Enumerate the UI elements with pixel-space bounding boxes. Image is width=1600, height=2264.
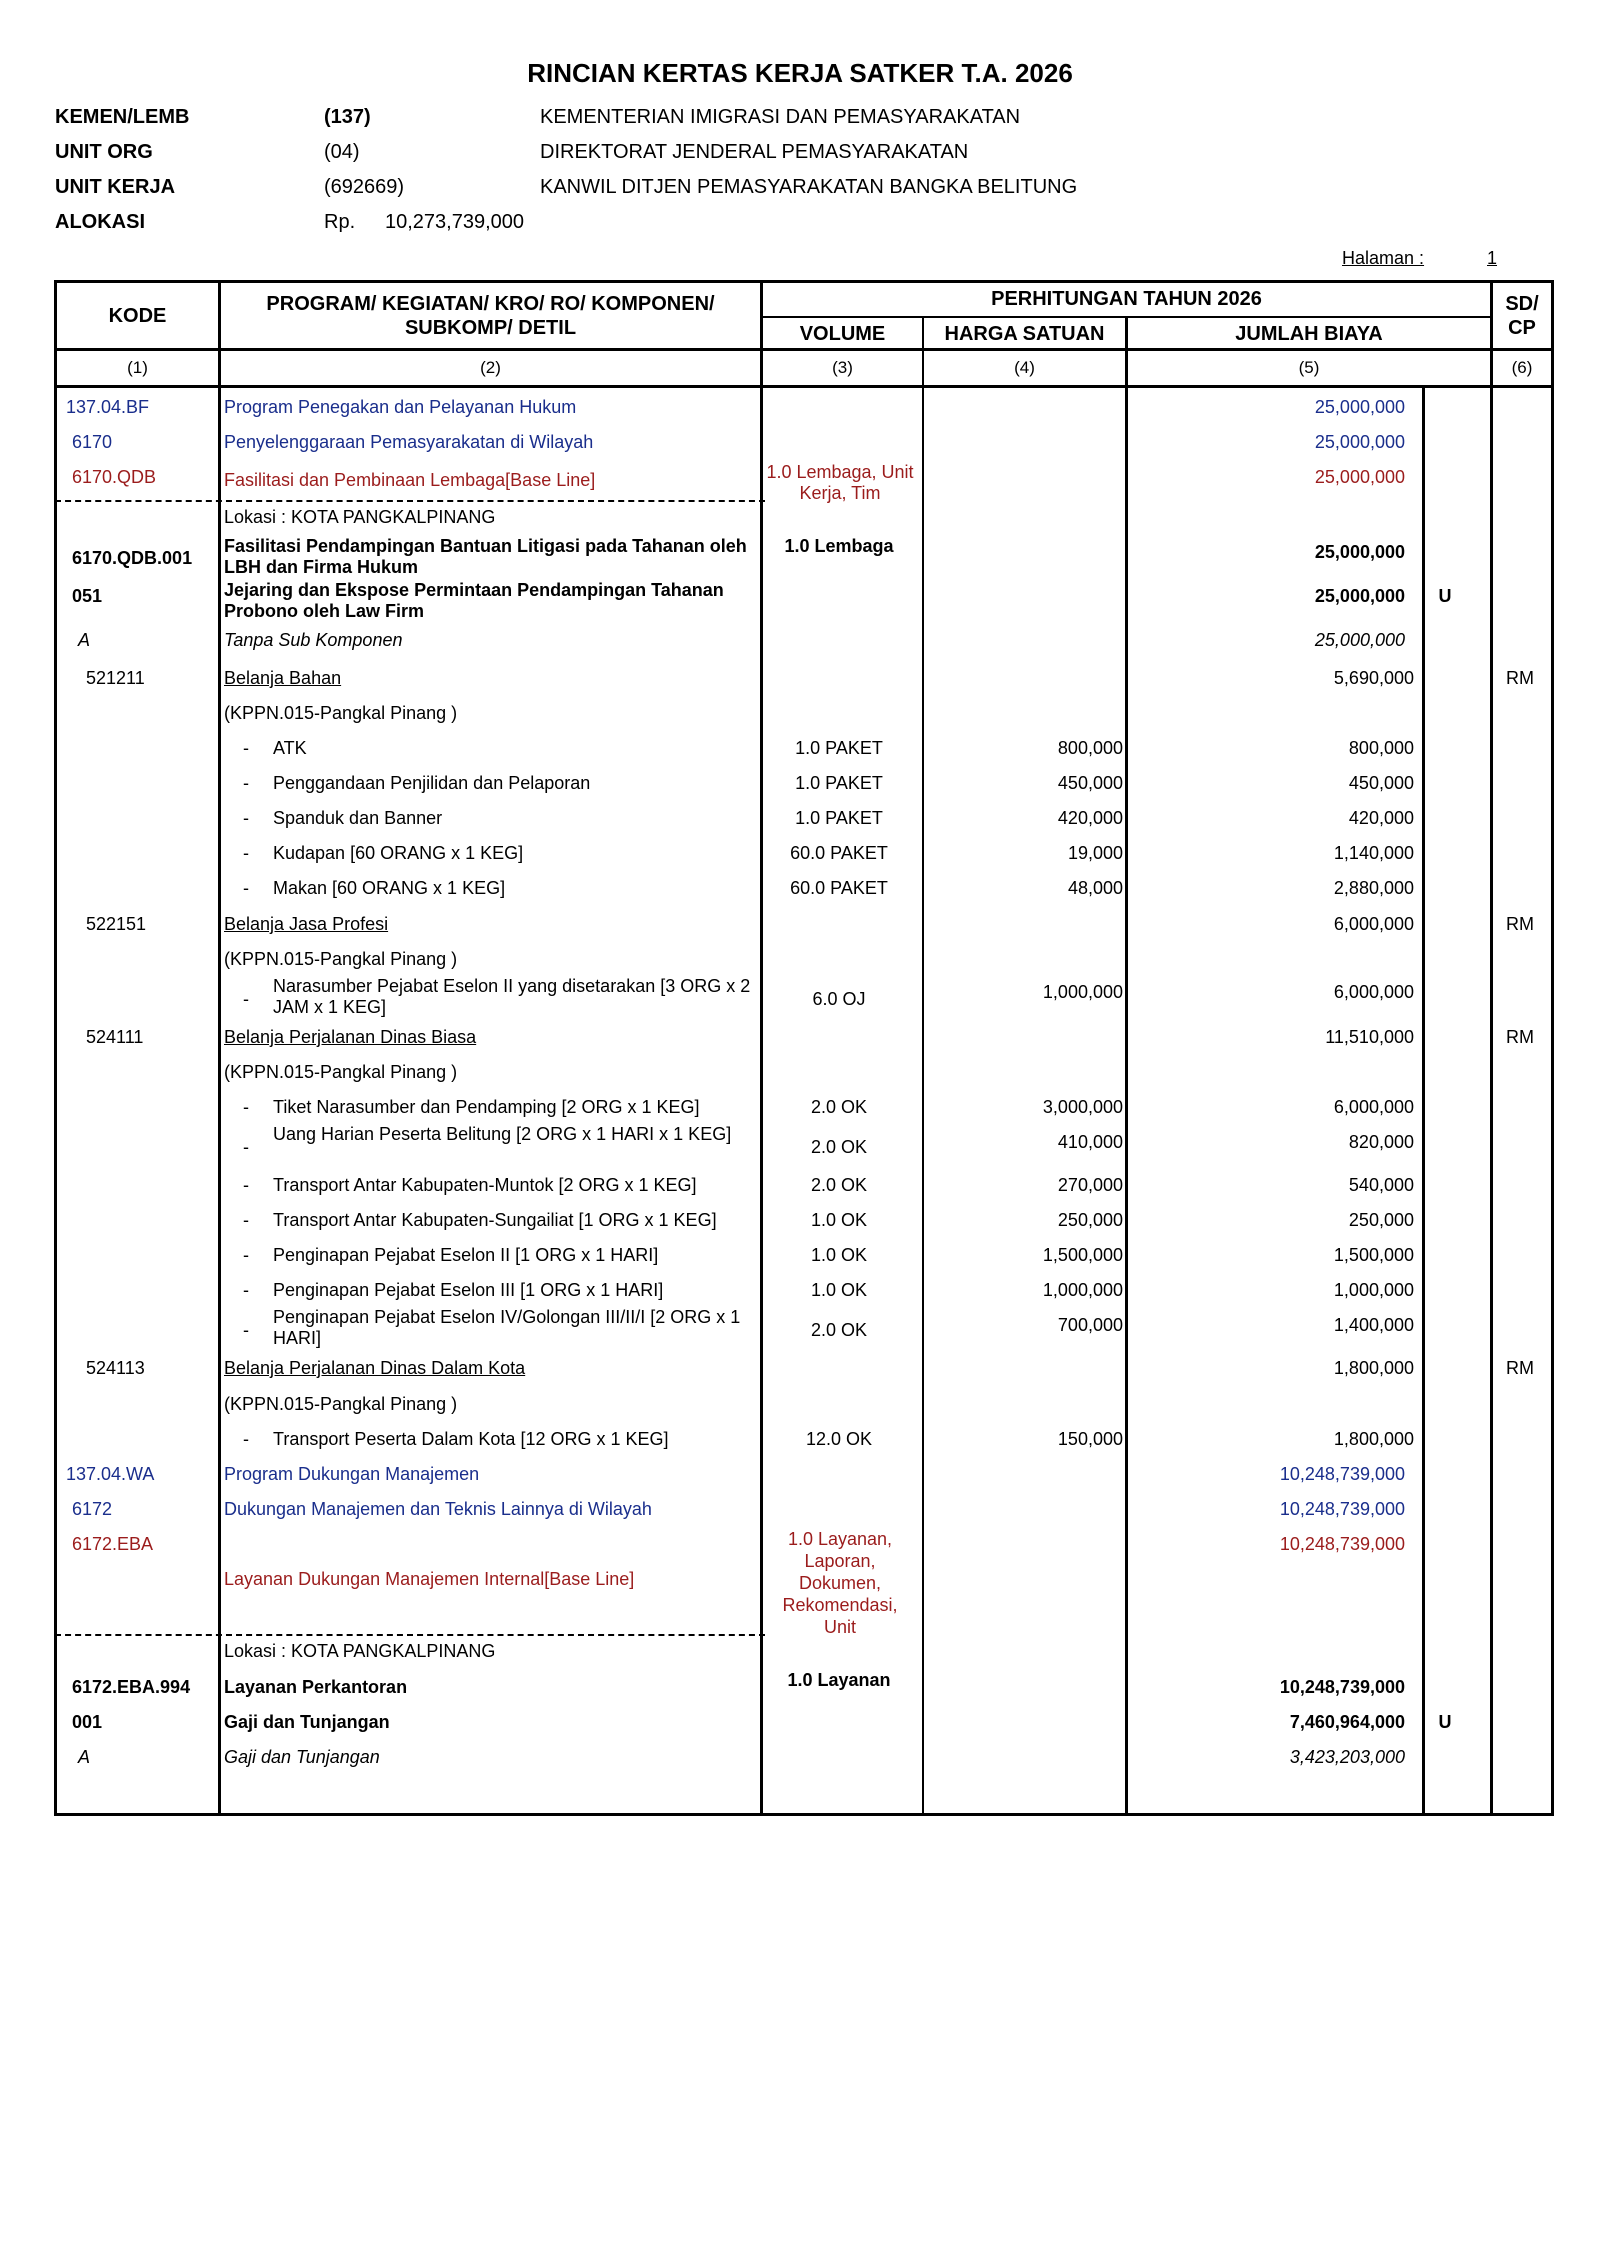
page-title: RINCIAN KERTAS KERJA SATKER T.A. 2026 [527, 58, 1073, 88]
row-jumlah: 1,500,000 [1333, 1245, 1414, 1265]
row-harga: 1,000,000 [1042, 1280, 1123, 1300]
row-uraian: (KPPN.015-Pangkal Pinang ) [224, 1394, 458, 1414]
row-dash: - [243, 1280, 249, 1300]
row-dash: - [243, 1137, 249, 1157]
row-cp: RM [1506, 1027, 1534, 1047]
row-dash: - [243, 989, 249, 1009]
col-perhitungan-header: PERHITUNGAN TAHUN 2026 [991, 288, 1262, 310]
row-dash: - [243, 808, 249, 828]
row-harga: 450,000 [1057, 773, 1123, 793]
row-dash: - [243, 1210, 249, 1230]
row-kode: 6170 [72, 432, 113, 452]
col-kode-header: KODE [108, 305, 167, 327]
row-uraian: Makan [60 ORANG x 1 KEG] [273, 878, 506, 898]
unit-org-name: DIREKTORAT JENDERAL PEMASYARAKATAN [540, 141, 969, 163]
row-cp: RM [1506, 914, 1534, 934]
row-kode: 524111 [86, 1027, 144, 1047]
row-volume: 1.0 Layanan, Laporan, Dokumen, Rekomendasi, Unit [782, 1529, 898, 1637]
row-kode: 6170.QDB [72, 467, 157, 487]
row-volume: 12.0 OK [805, 1429, 873, 1449]
col-number-5: (5) [1298, 358, 1320, 377]
row-uraian: Lokasi : KOTA PANGKALPINANG [224, 507, 496, 527]
row-jumlah: 1,800,000 [1333, 1429, 1414, 1449]
col-volume-header: VOLUME [799, 323, 886, 345]
row-jumlah: 10,248,739,000 [1279, 1534, 1405, 1554]
row-jumlah: 7,460,964,000 [1289, 1712, 1405, 1732]
row-jumlah: 1,000,000 [1333, 1280, 1414, 1300]
row-volume: 6.0 OJ [812, 989, 866, 1009]
row-harga: 19,000 [1067, 843, 1123, 863]
row-jumlah: 25,000,000 [1314, 432, 1405, 452]
row-jumlah: 10,248,739,000 [1279, 1499, 1405, 1519]
row-uraian: Penginapan Pejabat Eselon II [1 ORG x 1 HARI] [273, 1245, 659, 1265]
kemen-name: KEMENTERIAN IMIGRASI DAN PEMASYARAKATAN [540, 106, 1021, 128]
row-volume: 60.0 PAKET [790, 843, 888, 863]
row-jumlah: 450,000 [1348, 773, 1414, 793]
row-kode: 051 [72, 586, 103, 606]
col-number-2: (2) [480, 358, 501, 377]
row-kode: 137.04.BF [66, 397, 150, 417]
row-uraian: Penginapan Pejabat Eselon III [1 ORG x 1 HARI] [273, 1280, 664, 1300]
col-number-3: (3) [832, 358, 853, 377]
row-uraian: Program Penegakan dan Pelayanan Hukum [224, 397, 577, 417]
row-kode: 6172 [72, 1499, 113, 1519]
row-uraian: Belanja Perjalanan Dinas Biasa [224, 1027, 477, 1047]
row-jumlah: 11,510,000 [1325, 1027, 1414, 1047]
row-uraian: Penggandaan Penjilidan dan Pelaporan [273, 773, 591, 793]
row-dash: - [243, 1175, 249, 1195]
col-program-header: PROGRAM/ KEGIATAN/ KRO/ RO/ KOMPONEN/ SUBKOMP/ DETIL [266, 293, 715, 339]
row-dash: - [243, 738, 249, 758]
row-uraian: Belanja Bahan [224, 668, 342, 688]
row-uraian: (KPPN.015-Pangkal Pinang ) [224, 703, 458, 723]
row-uraian: Fasilitasi Pendampingan Bantuan Litigasi pada Tahanan oleh LBH dan Firma Hukum [224, 536, 747, 577]
row-volume: 1.0 Lembaga [784, 536, 894, 556]
row-jumlah: 820,000 [1348, 1132, 1414, 1152]
row-jumlah: 6,000,000 [1333, 1097, 1414, 1117]
row-sd: U [1438, 586, 1452, 606]
row-kode: 6172.EBA [72, 1534, 154, 1554]
row-volume: 1.0 Lembaga, Unit Kerja, Tim [766, 462, 914, 503]
row-kode: 522151 [86, 914, 147, 934]
row-harga: 1,500,000 [1042, 1245, 1123, 1265]
row-harga: 48,000 [1067, 878, 1123, 898]
row-cp: RM [1506, 1358, 1534, 1378]
row-harga: 250,000 [1057, 1210, 1123, 1230]
row-jumlah: 1,400,000 [1333, 1315, 1414, 1335]
row-volume: 1.0 PAKET [795, 773, 883, 793]
row-jumlah: 5,690,000 [1333, 668, 1414, 688]
row-harga: 150,000 [1057, 1429, 1123, 1449]
row-uraian: Layanan Dukungan Manajemen Internal[Base Line] [224, 1569, 635, 1589]
row-uraian: Gaji dan Tunjangan [224, 1747, 380, 1767]
col-sdcp-header: SD/ CP [1505, 293, 1539, 339]
row-volume: 1.0 OK [810, 1210, 868, 1230]
row-jumlah: 250,000 [1348, 1210, 1414, 1230]
row-jumlah: 6,000,000 [1333, 914, 1414, 934]
row-jumlah: 25,000,000 [1314, 630, 1405, 650]
row-sd: U [1438, 1712, 1452, 1732]
row-jumlah: 420,000 [1348, 808, 1414, 828]
row-dash: - [243, 878, 249, 898]
row-jumlah: 1,140,000 [1333, 843, 1414, 863]
row-uraian: Spanduk dan Banner [273, 808, 443, 828]
row-uraian: Layanan Perkantoran [224, 1677, 408, 1697]
row-dash: - [243, 1320, 249, 1340]
dashed-separator [55, 1634, 765, 1636]
row-jumlah: 25,000,000 [1314, 542, 1405, 562]
row-volume: 1.0 OK [810, 1245, 868, 1265]
row-uraian: Jejaring dan Ekspose Permintaan Pendampingan Tahanan Probono oleh Law Firm [224, 580, 724, 621]
row-jumlah: 2,880,000 [1333, 878, 1414, 898]
row-jumlah: 25,000,000 [1314, 586, 1405, 606]
col-number-1: (1) [127, 358, 148, 377]
row-volume: 1.0 PAKET [795, 808, 883, 828]
row-harga: 800,000 [1057, 738, 1123, 758]
row-harga: 410,000 [1057, 1132, 1123, 1152]
kemen-code: (137) [324, 106, 371, 128]
row-cp: RM [1506, 668, 1534, 688]
alokasi-value: 10,273,739,000 [385, 211, 525, 233]
row-uraian: Transport Peserta Dalam Kota [12 ORG x 1 KEG] [273, 1429, 669, 1449]
row-volume: 2.0 OK [810, 1320, 868, 1340]
row-kode: A [78, 630, 91, 650]
row-dash: - [243, 843, 249, 863]
unit-kerja-name: KANWIL DITJEN PEMASYARAKATAN BANGKA BELITUNG [540, 176, 1078, 198]
row-uraian: Lokasi : KOTA PANGKALPINANG [224, 1641, 496, 1661]
row-jumlah: 800,000 [1348, 738, 1414, 758]
row-uraian: Tiket Narasumber dan Pendamping [2 ORG x 1 KEG] [273, 1097, 700, 1117]
row-jumlah: 6,000,000 [1333, 982, 1414, 1002]
row-kode: 521211 [86, 668, 145, 688]
row-uraian: Kudapan [60 ORANG x 1 KEG] [273, 843, 524, 863]
row-volume: 2.0 OK [810, 1175, 868, 1195]
row-uraian: Penyelenggaraan Pemasyarakatan di Wilayah [224, 432, 594, 452]
row-uraian: Belanja Perjalanan Dinas Dalam Kota [224, 1358, 526, 1378]
unit-kerja-label: UNIT KERJA [55, 176, 176, 198]
row-uraian: Transport Antar Kabupaten-Sungailiat [1 ORG x 1 KEG] [273, 1210, 717, 1230]
row-jumlah: 25,000,000 [1314, 467, 1405, 487]
row-dash: - [243, 773, 249, 793]
row-volume: 2.0 OK [810, 1097, 868, 1117]
row-uraian: ATK [273, 738, 307, 758]
row-harga: 1,000,000 [1042, 982, 1123, 1002]
col-jumlah-header: JUMLAH BIAYA [1235, 323, 1383, 345]
row-kode: 524113 [86, 1358, 145, 1378]
row-dash: - [243, 1097, 249, 1117]
row-jumlah: 10,248,739,000 [1279, 1464, 1405, 1484]
unit-kerja-code: (692669) [324, 176, 405, 198]
row-kode: A [78, 1747, 91, 1767]
row-uraian: Uang Harian Peserta Belitung [2 ORG x 1 HARI x 1 KEG] [273, 1124, 732, 1144]
row-jumlah: 3,423,203,000 [1289, 1747, 1405, 1767]
row-volume: 60.0 PAKET [790, 878, 888, 898]
row-uraian: Belanja Jasa Profesi [224, 914, 389, 934]
row-uraian: Tanpa Sub Komponen [224, 630, 403, 650]
row-uraian: Dukungan Manajemen dan Teknis Lainnya di Wilayah [224, 1499, 652, 1519]
col-harga-header: HARGA SATUAN [944, 323, 1105, 345]
row-uraian: Penginapan Pejabat Eselon IV/Golongan III/II/I [2 ORG x 1 HARI] [273, 1307, 741, 1348]
row-uraian: (KPPN.015-Pangkal Pinang ) [224, 1062, 458, 1082]
row-harga: 700,000 [1057, 1315, 1123, 1335]
row-dash: - [243, 1245, 249, 1265]
col-number-4: (4) [1014, 358, 1035, 377]
row-uraian: Narasumber Pejabat Eselon II yang disetarakan [3 ORG x 2 JAM x 1 KEG] [273, 976, 751, 1017]
row-uraian: Fasilitasi dan Pembinaan Lembaga[Base Line] [224, 470, 596, 490]
row-kode: 137.04.WA [66, 1464, 155, 1484]
row-harga: 420,000 [1057, 808, 1123, 828]
halaman-value: 1 [1487, 248, 1498, 268]
row-volume: 2.0 OK [810, 1137, 868, 1157]
row-uraian: Program Dukungan Manajemen [224, 1464, 480, 1484]
row-kode: 001 [72, 1712, 103, 1732]
row-volume: 1.0 OK [810, 1280, 868, 1300]
row-kode: 6170.QDB.001 [72, 548, 193, 568]
unit-org-label: UNIT ORG [55, 141, 153, 163]
row-dash: - [243, 1429, 249, 1449]
row-uraian: Gaji dan Tunjangan [224, 1712, 390, 1732]
alokasi-label: ALOKASI [55, 211, 145, 233]
row-jumlah: 540,000 [1348, 1175, 1414, 1195]
kemen-label: KEMEN/LEMB [55, 106, 190, 128]
halaman-label: Halaman : [1342, 248, 1425, 268]
row-uraian: Transport Antar Kabupaten-Muntok [2 ORG x 1 KEG] [273, 1175, 697, 1195]
row-volume: 1.0 PAKET [795, 738, 883, 758]
row-kode: 6172.EBA.994 [72, 1677, 191, 1697]
row-jumlah: 1,800,000 [1333, 1358, 1414, 1378]
row-uraian: (KPPN.015-Pangkal Pinang ) [224, 949, 458, 969]
row-harga: 3,000,000 [1042, 1097, 1123, 1117]
dashed-separator [55, 500, 765, 502]
alokasi-currency: Rp. [324, 211, 356, 233]
row-volume: 1.0 Layanan [787, 1670, 891, 1690]
unit-org-code: (04) [324, 141, 360, 163]
row-jumlah: 10,248,739,000 [1279, 1677, 1405, 1697]
row-harga: 270,000 [1057, 1175, 1123, 1195]
row-jumlah: 25,000,000 [1314, 397, 1405, 417]
col-number-6: (6) [1511, 358, 1533, 377]
